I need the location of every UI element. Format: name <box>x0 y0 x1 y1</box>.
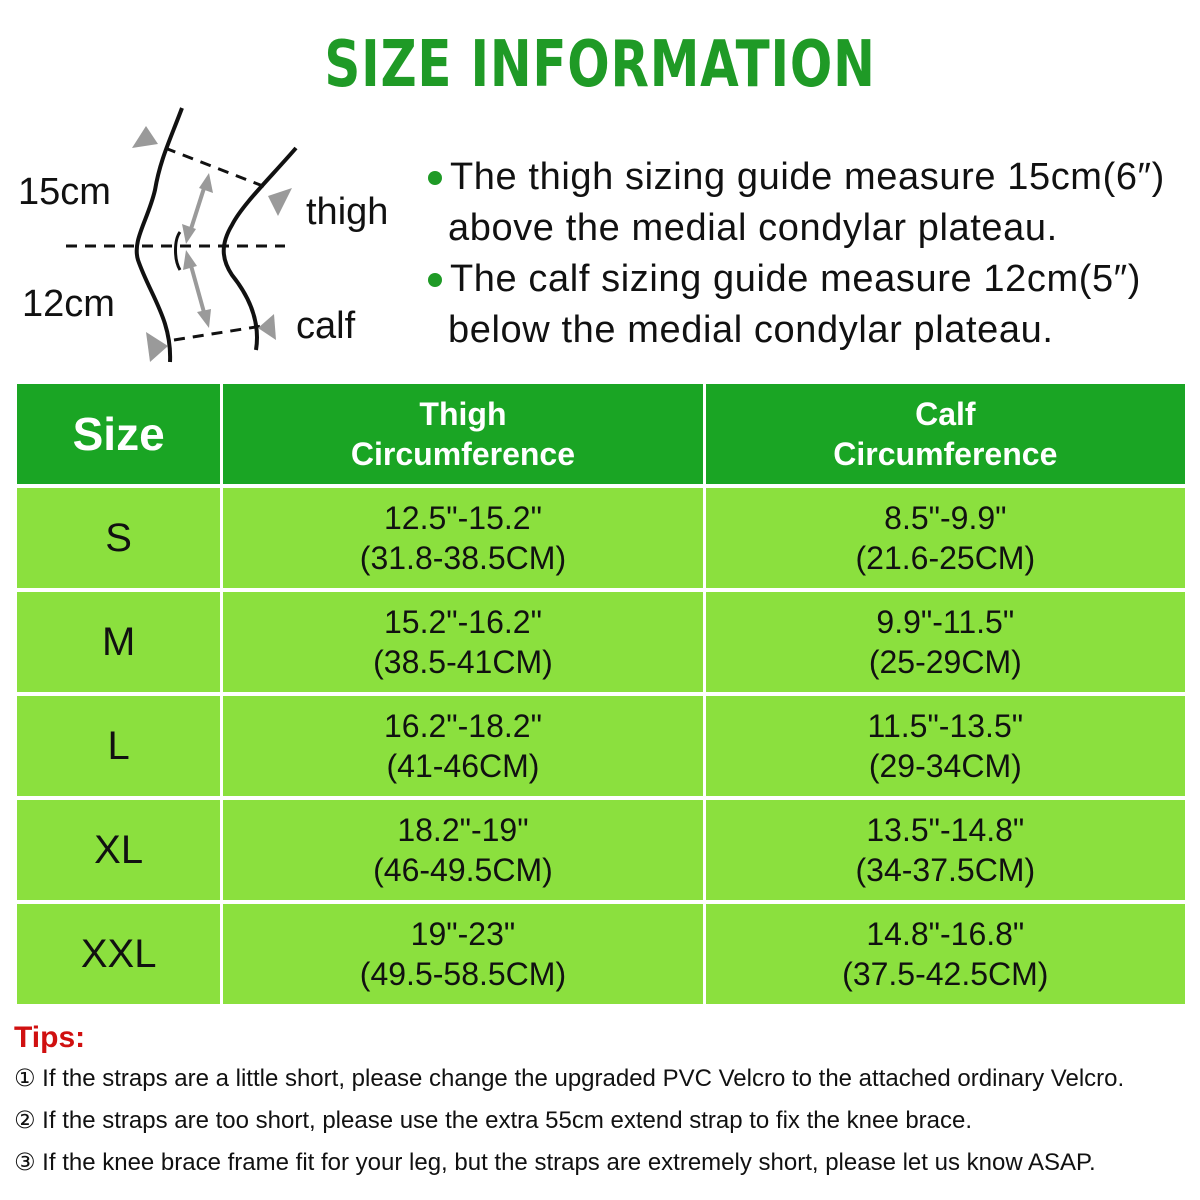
calf-cm: (34-37.5CM) <box>855 852 1036 888</box>
thigh-cm: (41-46CM) <box>386 748 540 784</box>
label-15cm: 15cm <box>18 171 111 213</box>
thigh-guide-line2: above the medial condylar plateau. <box>448 207 1058 249</box>
table-row <box>17 696 1185 796</box>
calf-inches: 11.5"-13.5" <box>867 708 1024 744</box>
calf-inches: 9.9"-11.5" <box>876 604 1015 640</box>
label-thigh: thigh <box>306 191 389 233</box>
header-calf-line1: Calf <box>915 396 976 432</box>
calf-cm: (37.5-42.5CM) <box>842 956 1049 992</box>
header-calf <box>706 384 1185 484</box>
tips-title: Tips: <box>14 1021 86 1054</box>
calf-cm: (25-29CM) <box>868 644 1022 680</box>
label-12cm: 12cm <box>22 283 115 325</box>
header-calf-line2: Circumference <box>833 436 1058 472</box>
pointer-triangle-thigh-left <box>132 126 158 148</box>
label-calf: calf <box>296 305 356 347</box>
thigh-cm: (31.8-38.5CM) <box>359 540 567 576</box>
calf-inches: 13.5"-14.8" <box>866 812 1025 848</box>
header-thigh-line2: Circumference <box>350 436 575 472</box>
pointer-triangle-thigh-right <box>268 188 292 216</box>
pointer-triangle-calf-right <box>258 314 276 340</box>
thigh-cell <box>223 488 702 588</box>
table-row <box>17 592 1185 692</box>
tip-item: ① If the straps are a little short, please change the upgraded PVC Velcro to the attached ordinary Velcro. <box>14 1065 1125 1092</box>
thigh-inches: 18.2"-19" <box>397 812 529 848</box>
size-cell: M <box>17 592 220 692</box>
calf-inches: 8.5"-9.9" <box>884 500 1007 536</box>
table-header-row <box>17 384 1185 484</box>
sizing-guide <box>428 152 1198 356</box>
thigh-cm: (46-49.5CM) <box>373 852 553 888</box>
calf-cm: (21.6-25CM) <box>855 540 1036 576</box>
thigh-cell <box>223 696 702 796</box>
header-size: Size <box>17 384 220 484</box>
tip-item: ③ If the knee brace frame fit for your leg, but the straps are extremely short, please let us know ASAP. <box>14 1149 1096 1176</box>
size-cell: XL <box>17 800 220 900</box>
calf-cell <box>706 592 1185 692</box>
calf-cell <box>706 800 1185 900</box>
thigh-inches: 19"-23" <box>410 916 516 952</box>
thigh-cell <box>223 904 702 1004</box>
header-thigh <box>223 384 702 484</box>
size-table <box>14 380 1188 1008</box>
size-cell: S <box>17 488 220 588</box>
calf-cell <box>706 488 1185 588</box>
thigh-inches: 16.2"-18.2" <box>383 708 542 744</box>
thigh-cell <box>223 592 702 692</box>
bullet-icon <box>428 273 442 287</box>
thigh-inches: 15.2"-16.2" <box>383 604 542 640</box>
size-cell: L <box>17 696 220 796</box>
table-row <box>17 800 1185 900</box>
calf-cell <box>706 696 1185 796</box>
page-title: SIZE INFORMATION <box>324 28 876 102</box>
calf-cm: (29-34CM) <box>868 748 1022 784</box>
kneecap-line <box>176 232 181 270</box>
calf-measure-arrow <box>183 250 211 328</box>
calf-guide-line1: The calf sizing guide measure 12cm(5″) <box>450 258 1141 300</box>
tips-section <box>14 1018 1194 1184</box>
calf-cell <box>706 904 1185 1004</box>
thigh-dashed-line <box>165 148 268 188</box>
size-cell: XXL <box>17 904 220 1004</box>
calf-guide-line2: below the medial condylar plateau. <box>448 309 1054 351</box>
bullet-icon <box>428 171 442 185</box>
thigh-cell <box>223 800 702 900</box>
header-thigh-line1: Thigh <box>419 396 507 432</box>
calf-inches: 14.8"-16.8" <box>866 916 1025 952</box>
table-row <box>17 904 1185 1004</box>
thigh-guide-line1: The thigh sizing guide measure 15cm(6″) <box>450 156 1165 198</box>
calf-dashed-line <box>174 326 262 340</box>
pointer-triangle-calf-left <box>146 332 168 362</box>
thigh-inches: 12.5"-15.2" <box>383 500 542 536</box>
thigh-cm: (49.5-58.5CM) <box>359 956 567 992</box>
knee-measurement-diagram <box>0 100 420 370</box>
tip-item: ② If the straps are too short, please use the extra 55cm extend strap to fix the knee brace. <box>14 1107 973 1134</box>
thigh-cm: (38.5-41CM) <box>373 644 553 680</box>
thigh-measure-arrow <box>182 173 213 244</box>
table-row <box>17 488 1185 588</box>
calf-guide-item <box>428 254 1198 356</box>
thigh-guide-item <box>428 152 1198 254</box>
leg-outline-front <box>224 148 296 350</box>
